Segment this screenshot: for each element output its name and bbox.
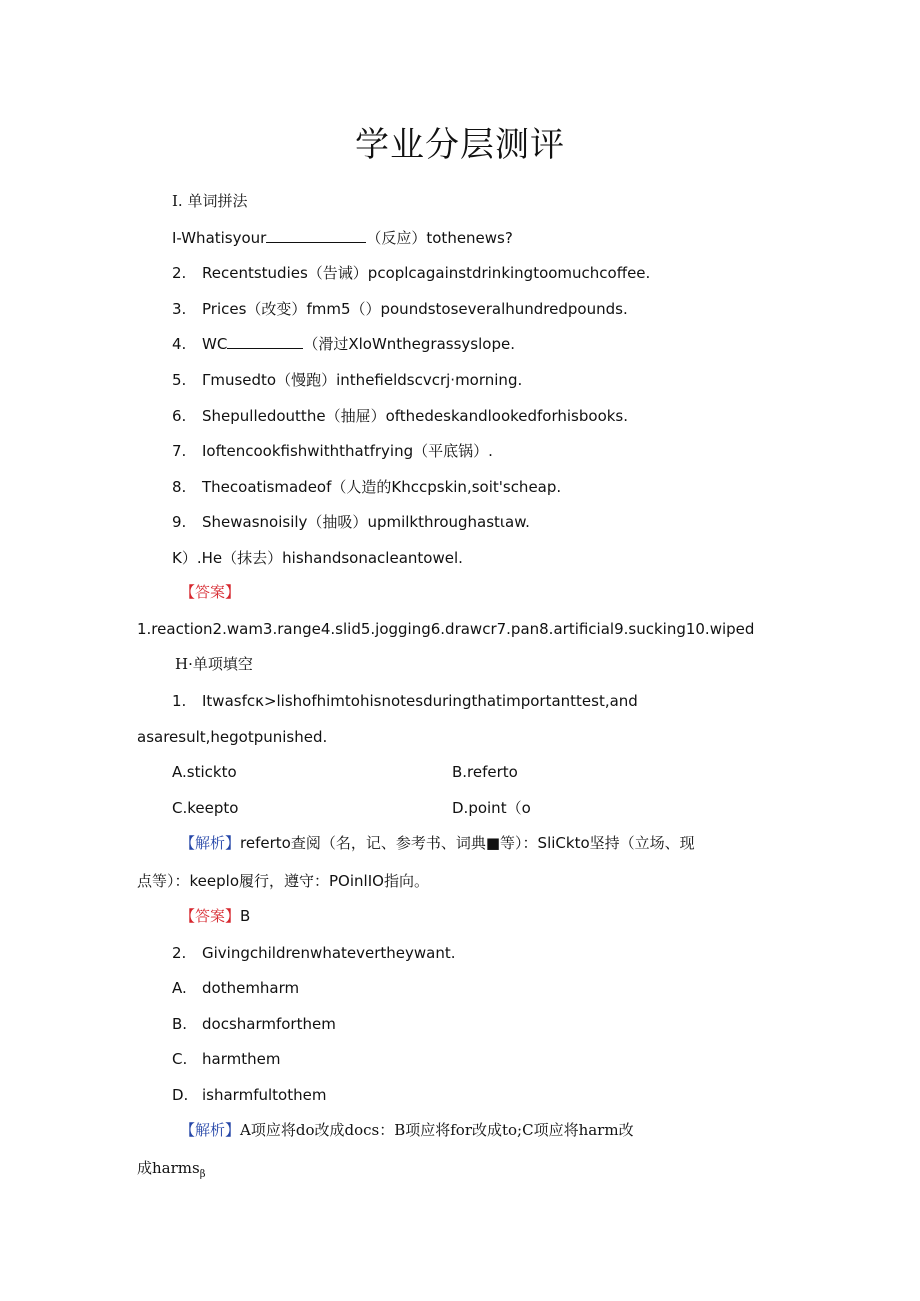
item-text: hishandsonacleantowel. [282, 549, 463, 567]
analysis-subscript: β [199, 1169, 206, 1180]
section-heading: I. 单词拼法 [172, 192, 248, 210]
analysis-text: referto [240, 834, 291, 852]
option-text: harmthem [202, 1050, 281, 1068]
item-number: 4. [172, 335, 187, 353]
option-b[interactable]: B.referto [452, 763, 518, 781]
item-text: Γmusedto [202, 371, 277, 389]
item-hint: （平底锅） [413, 442, 489, 460]
analysis-text: 等）： [500, 834, 538, 852]
analysis-paragraph [180, 1118, 634, 1142]
answer-tag: 【答案】 [180, 907, 241, 925]
list-item [172, 439, 493, 463]
item-hint: （改变） [246, 300, 307, 318]
question-line: Itwasfcκ>lishofhimtohisnotesduringthatimportanttest,and [202, 692, 638, 710]
item-number: 9. [172, 513, 187, 531]
analysis-text: 指向。 [383, 872, 429, 890]
section-heading: H·单项填空 [175, 655, 253, 673]
item-text: tothenews? [426, 229, 513, 247]
item-text: inthefieldscvcrj·morning. [336, 371, 523, 389]
item-number: 2. [172, 264, 187, 282]
analysis-paragraph [137, 869, 429, 893]
item-text: WC [202, 335, 228, 353]
question-text [172, 941, 456, 965]
analysis-text: 查阅（名，记、参考书、词典 [290, 834, 486, 852]
question-line: Givingchildrenwhatevertheywant. [202, 944, 456, 962]
analysis-paragraph [137, 1156, 205, 1187]
item-text: Shepulledoutthe [202, 407, 326, 425]
option-text: isharmfultothem [202, 1086, 327, 1104]
question-line: asaresult,hegotpunished. [137, 728, 328, 746]
option-d[interactable] [172, 1083, 326, 1107]
item-hint: （反应） [366, 229, 427, 247]
item-hint: （告诫） [307, 264, 368, 282]
question-text [172, 689, 638, 713]
analysis-text: A项应将do改成docs：B项应将for改成to;C项应将harm改 [240, 1121, 634, 1139]
option-c[interactable] [172, 1047, 280, 1071]
item-number: K）. [172, 549, 202, 567]
item-number: 8. [172, 478, 187, 496]
item-text: Recentstudies [202, 264, 308, 282]
analysis-text: 履行，遵守： [239, 872, 330, 890]
item-text: XloWnthegrassyslope. [348, 335, 515, 353]
item-hint: （人造的 [331, 478, 392, 496]
analysis-text: ■ [485, 834, 501, 852]
item-text: fmm5（）poundstoseveralhundredpounds. [306, 300, 628, 318]
item-text: upmilkthroughastιaw. [367, 513, 530, 531]
item-number: 3. [172, 300, 187, 318]
option-text: docsharmforthem [202, 1015, 336, 1033]
analysis-tag: 【解析】 [180, 834, 241, 852]
analysis-text: POinlIO [329, 872, 384, 890]
answer-line [180, 904, 250, 928]
list-item [172, 368, 522, 392]
list-item [172, 297, 628, 321]
option-letter: C. [172, 1050, 188, 1068]
item-hint: （慢跑） [276, 371, 337, 389]
list-item [172, 510, 530, 534]
answer-blank[interactable] [266, 228, 366, 243]
option-letter: A. [172, 979, 187, 997]
analysis-text: 坚持（立场、现 [589, 834, 695, 852]
item-hint: （抹去） [222, 549, 283, 567]
item-hint: （滑过 [303, 335, 349, 353]
item-text: I-Whatisyour [172, 229, 267, 247]
item-text: Ioftencookfishwiththatfrying [202, 442, 414, 460]
option-letter: D. [172, 1086, 189, 1104]
analysis-text: keeplo [189, 872, 239, 890]
item-text: Prices [202, 300, 247, 318]
item-number: 7. [172, 442, 187, 460]
question-number: 1. [172, 692, 187, 710]
item-number: 6. [172, 407, 187, 425]
list-item [172, 475, 561, 499]
option-d[interactable]: D.point（o [452, 799, 531, 817]
item-hint: （抽屉） [325, 407, 386, 425]
item-hint: （抽吸） [307, 513, 368, 531]
question-number: 2. [172, 944, 187, 962]
item-text: ofthedeskandlookedforhisbooks. [385, 407, 629, 425]
page-title: 学业分层测评 [355, 125, 565, 165]
option-letter: B. [172, 1015, 188, 1033]
item-text: Shewasnoisily [202, 513, 308, 531]
analysis-paragraph [180, 831, 695, 855]
list-item [172, 404, 628, 428]
answer-blank[interactable] [227, 334, 303, 349]
list-item [172, 261, 650, 285]
analysis-text: SliCkto [537, 834, 590, 852]
option-text: dothemharm [202, 979, 300, 997]
answer-value: B [240, 907, 251, 925]
analysis-text: 成harms [137, 1159, 200, 1177]
item-text: . [488, 442, 493, 460]
item-text: He [201, 549, 223, 567]
list-item [172, 226, 513, 250]
answer-tag: 【答案】 [180, 583, 241, 601]
option-b[interactable] [172, 1012, 336, 1036]
option-c[interactable]: C.keepto [172, 799, 239, 817]
list-item [172, 332, 515, 356]
list-item [172, 546, 463, 570]
item-text: Thecoatismadeof [202, 478, 332, 496]
analysis-tag: 【解析】 [180, 1121, 241, 1139]
item-number: 5. [172, 371, 187, 389]
analysis-text: 点等）： [137, 872, 190, 890]
option-a[interactable] [172, 976, 299, 1000]
answer-text: 1.reaction2.wam3.range4.slid5.jogging6.drawcr7.pan8.artificial9.sucking10.wiped [137, 620, 755, 638]
option-a[interactable]: A.stickto [172, 763, 237, 781]
item-text: Khccpskin,soit'scheap. [391, 478, 562, 496]
item-text: pcoplcagainstdrinkingtoomuchcoffee. [367, 264, 651, 282]
